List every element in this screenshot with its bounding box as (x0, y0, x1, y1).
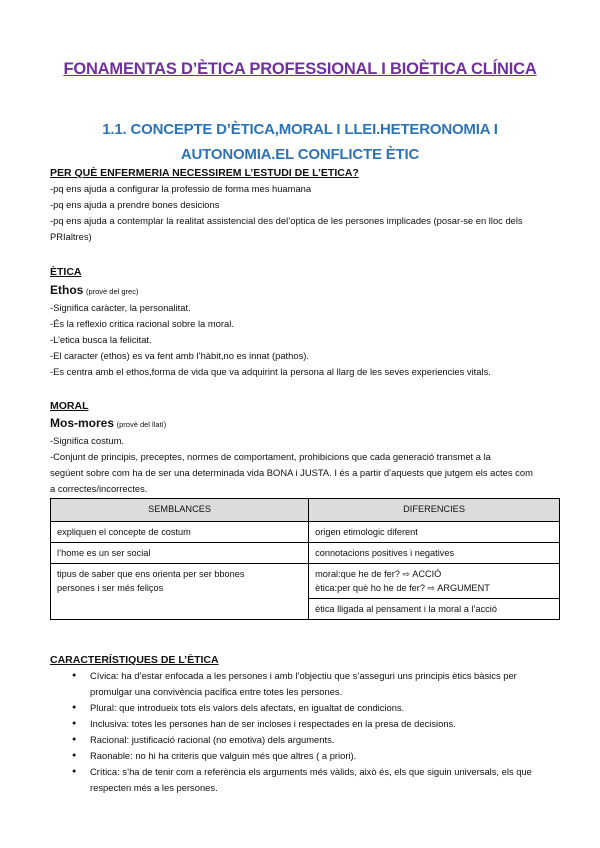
list-item: ● Raonable: no hi ha criteris que valguin més que altres ( a priori). (78, 748, 560, 764)
moral-line: a correctes/incorrectes. (50, 483, 148, 494)
why-line: -pq ens ajuda a contemplar la realitat assistencial des del’optica de les persones implicades (posar-se en lloc dels (50, 215, 523, 226)
table-row (51, 543, 560, 564)
moral-line: -Conjunt de principis, preceptes, normes de comportament, prohibicions que cada generació transmet a la (50, 451, 491, 462)
moral-section (50, 398, 560, 497)
table-cell: l’home es un ser social (51, 543, 309, 564)
table-cell-line: persones i ser més feliços (57, 583, 164, 593)
etica-section (50, 264, 560, 380)
table-cell (51, 564, 309, 620)
etica-line: -Significa caràcter, la personalitat. (50, 302, 191, 313)
list-item: ● Inclusiva: totes les persones han de ser incloses i respectades en la presa de decisions. (78, 716, 560, 732)
moral-heading: MORAL (50, 400, 89, 412)
table-cell (309, 564, 560, 599)
document-title: FONAMENTAS D’ÈTICA PROFESSIONAL I BIOÈTICA CLÍNICA (63, 60, 537, 78)
etica-heading: ÈTICA (50, 266, 82, 278)
etica-origin: (provè del grec) (85, 287, 139, 296)
caract-section (50, 652, 560, 796)
list-item-text: Crítica: s’ha de tenir com a referència els arguments més vàlids, això és, els que siguin universals, els que (90, 766, 532, 777)
list-item: ● Plural: que introdueix tots els valors dels afectats, en igualtat de condicions. (78, 700, 560, 716)
caract-heading: CARACTERÍSTIQUES DE L’ÈTICA (50, 654, 219, 666)
why-line: -pq ens ajuda a configurar la professio de forma mes huamana (50, 183, 312, 194)
etica-term: Ethos (50, 283, 84, 297)
table-cell-line: tipus de saber que ens orienta per ser bbones (57, 569, 245, 579)
table-row (51, 522, 560, 543)
moral-origin: (provè del llatí) (116, 420, 167, 429)
section-title-line-1: 1.1. CONCEPTE D’ÈTICA,MORAL I LLEI.HETERONOMIA I (102, 121, 498, 138)
table-cell: connotacions positives i negatives (309, 543, 560, 564)
list-item (78, 764, 560, 796)
section-title (60, 117, 540, 167)
table-cell-line: ètica:per què ho he de fer? ⇨ ARGUMENT (315, 583, 490, 593)
moral-term: Mos-mores (50, 416, 115, 430)
table-header-diferencies: DIFERENCIES (309, 499, 560, 522)
list-item-text: Cívica: ha d’estar enfocada a les persones i amb l’objectiu que s’asseguri uns principis ètics bàsics per (90, 670, 517, 681)
list-item-text: respecten més a les persones. (90, 782, 218, 793)
caract-list (64, 668, 560, 796)
etica-line: -Es centra amb el ethos,forma de vida que va adquirint la persona al llarg de les seves experiencies vitals. (50, 366, 491, 377)
list-item (78, 668, 560, 700)
table-cell: expliquen el concepte de costum (51, 522, 309, 543)
etica-line: -L’etica busca la felicitat. (50, 334, 152, 345)
list-item-text: promulgar una convivència pacífica entre totes les persones. (90, 686, 343, 697)
moral-line: -Significa costum. (50, 435, 124, 446)
why-line: -pq ens ajuda a prendre bones desicions (50, 199, 220, 210)
etica-line: -El caracter (ethos) es va fent amb l’hàbit,no es innat (pathos). (50, 350, 309, 361)
table-cell: origen etimologic diferent (309, 522, 560, 543)
etica-line: -És la reflexio critica racional sobre la moral. (50, 318, 234, 329)
table-header-semblances: SEMBLANCES (51, 499, 309, 522)
table-row (51, 564, 560, 599)
table-cell-line: moral:que he de fer? ⇨ ACCIÓ (315, 569, 442, 579)
why-heading: PER QUÈ ENFERMERIA NECESSIREM L’ESTUDI DE L’ETICA? (50, 167, 359, 179)
table-cell: ètica lligada al pensament i la moral a l’acció (309, 599, 560, 620)
section-title-line-2: AUTONOMIA.EL CONFLICTE ÈTIC (180, 146, 420, 163)
why-section (50, 165, 560, 245)
why-line: PRIaltres) (50, 231, 92, 242)
list-item: ● Racional: justificació racional (no emotiva) dels arguments. (78, 732, 560, 748)
comparison-table (50, 498, 560, 620)
moral-line: següent sobre com ha de ser una determinada vida BONA i JUSTA. I és a partir d’aquests que jutgem els actes com (50, 467, 533, 478)
table-header-row (51, 499, 560, 522)
